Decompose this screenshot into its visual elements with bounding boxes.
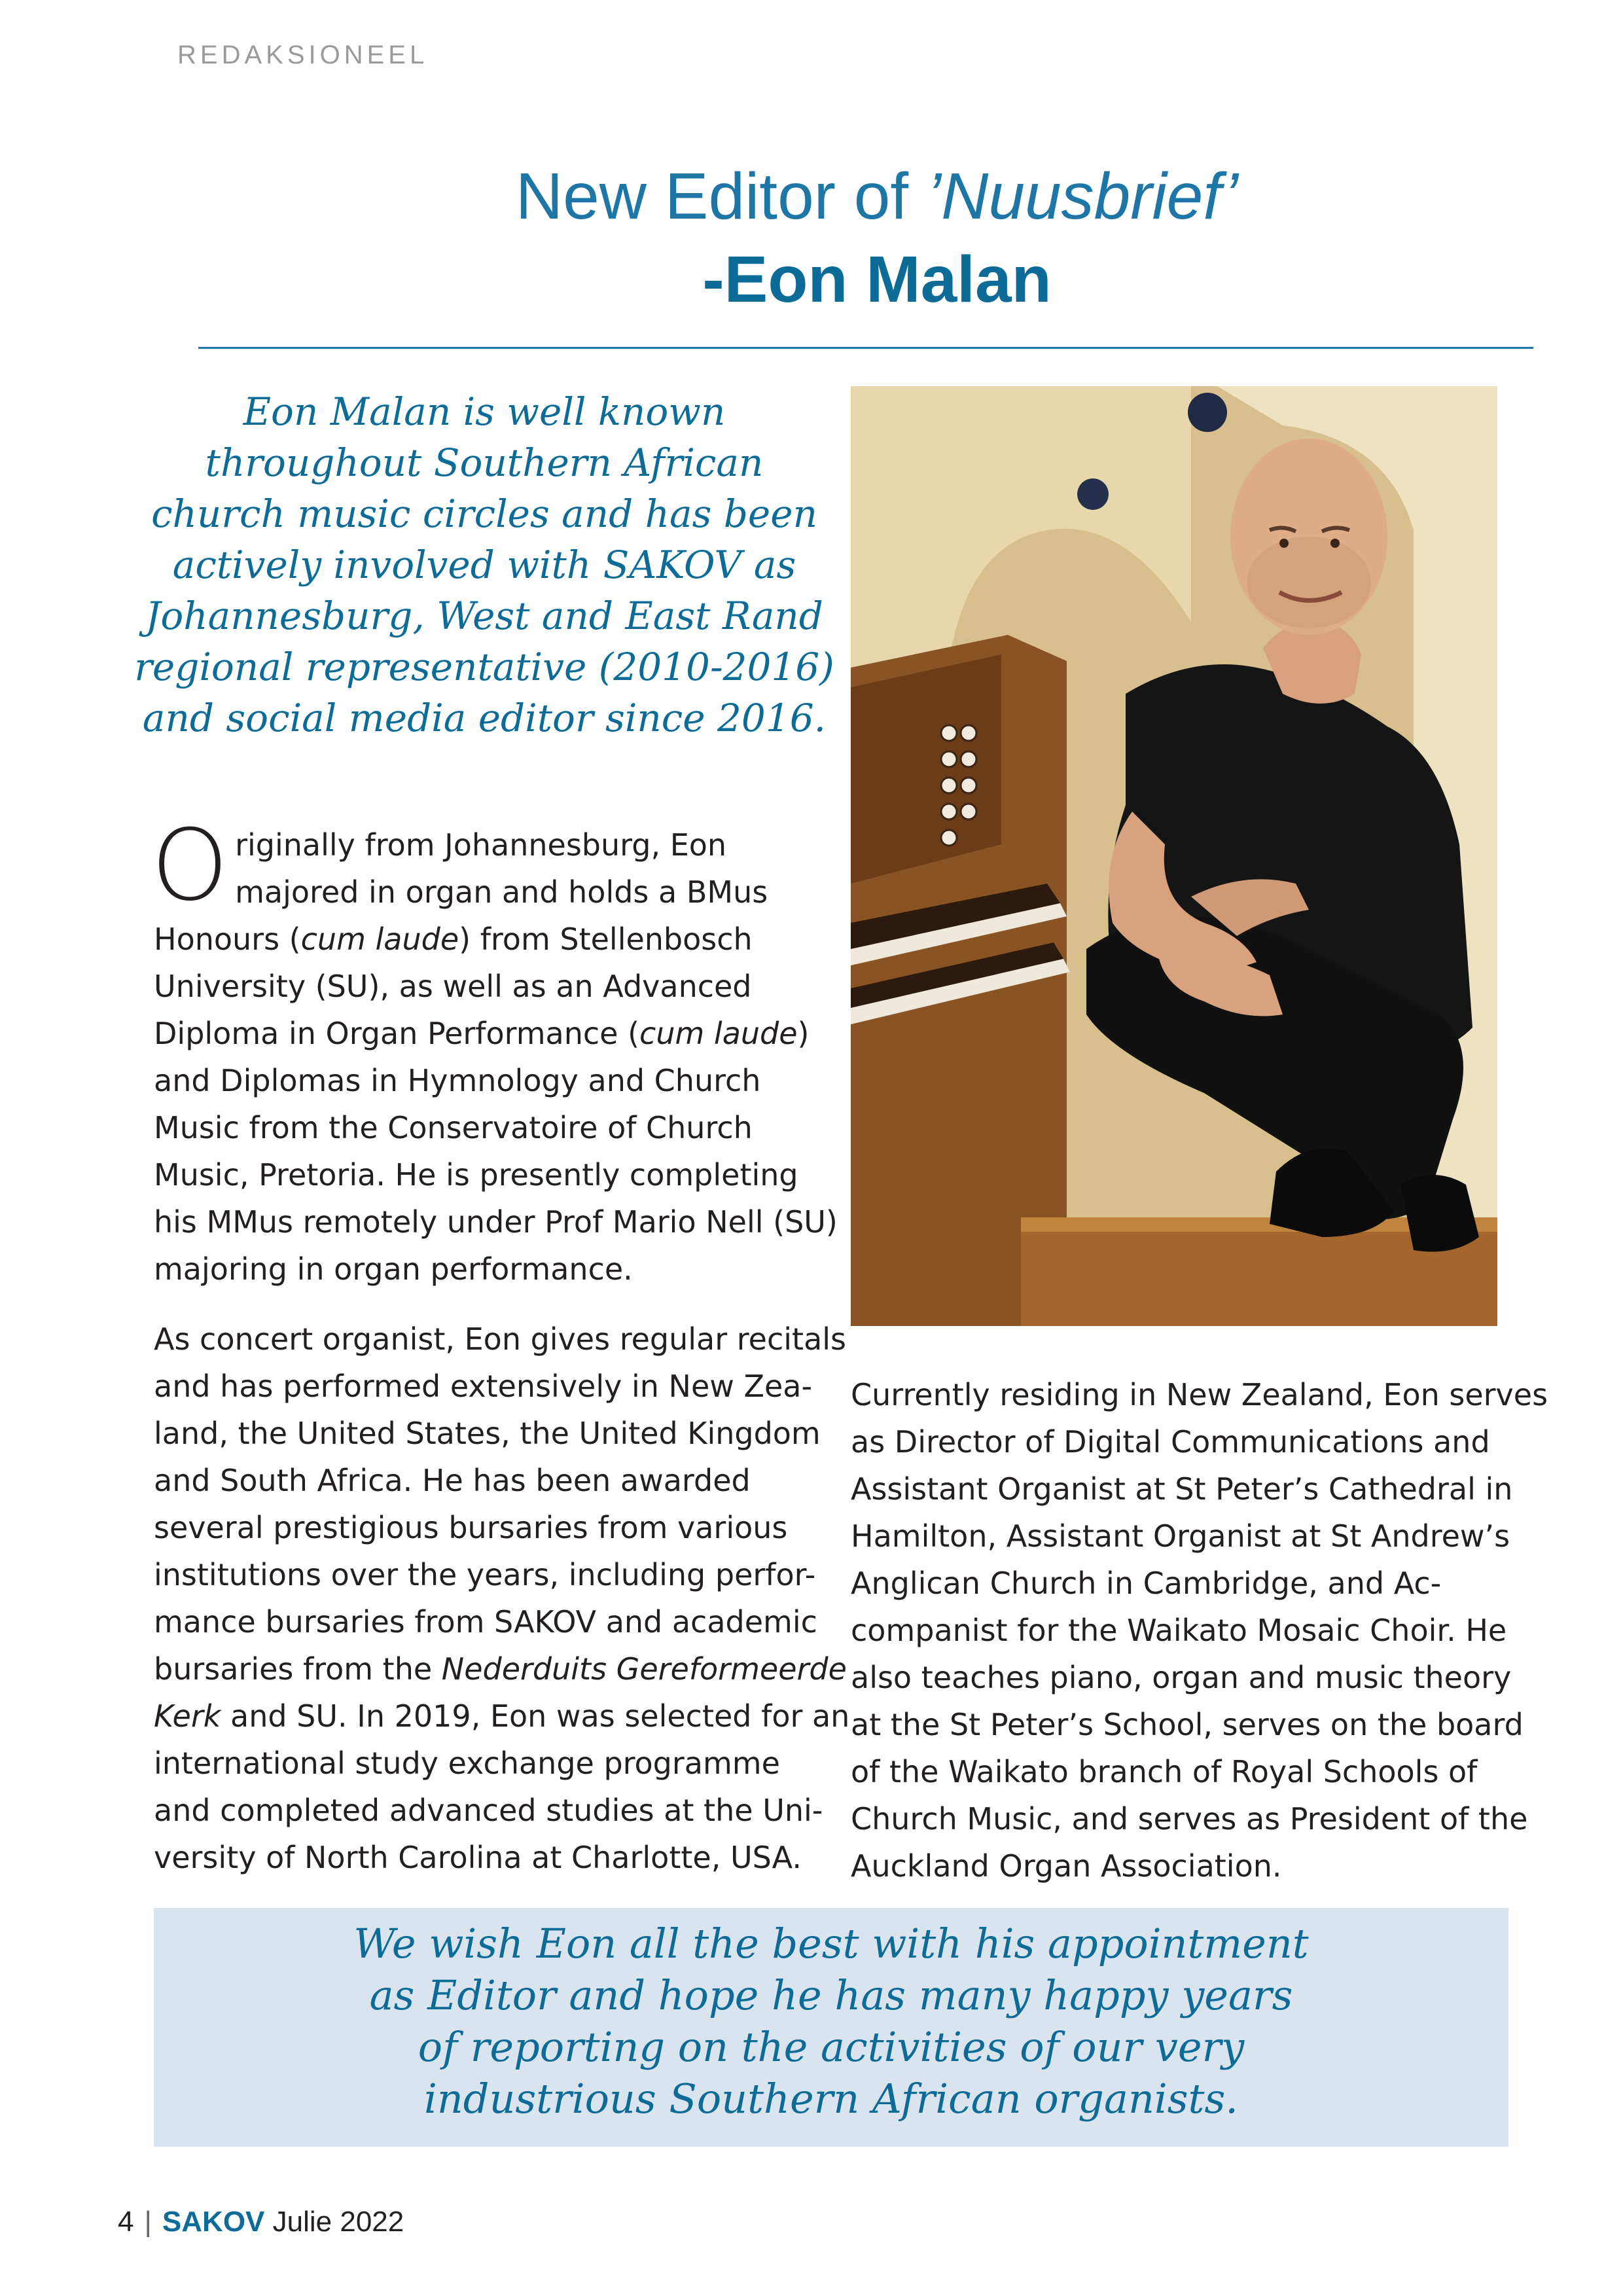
intro-line: Johannesburg, West and East Rand (145, 594, 823, 638)
closing-line: We wish Eon all the best with his appointment (353, 1920, 1309, 1967)
text-line: Currently residing in New Zealand, Eon serves (851, 1377, 1548, 1412)
intro-line: throughout Southern African (205, 440, 764, 485)
title-prefix: New Editor of (515, 160, 927, 233)
text-line (154, 916, 815, 963)
text-line: Auckland Organ Association. (851, 1848, 1282, 1884)
article-subtitle-name: -Eon Malan (702, 243, 1052, 316)
publication-brand: SAKOV (162, 2206, 265, 2238)
issue-date: Julie 2022 (272, 2206, 404, 2238)
portrait-photo (851, 386, 1497, 1326)
text-line: University (SU), as well as an Advanced (154, 969, 752, 1004)
text-line: Music from the Conservatoire of Church (154, 1110, 753, 1145)
text-line: international study exchange programme (154, 1746, 780, 1781)
footer-separator: | (144, 2206, 152, 2238)
text-line: and South Africa. He has been awarded (154, 1463, 751, 1498)
text-line: companist for the Waikato Mosaic Choir. He (851, 1613, 1507, 1648)
text-span: bursaries from the (154, 1651, 442, 1687)
intro-line: actively involved with SAKOV as (172, 543, 796, 587)
intro-line: regional representative (2010-2016) (134, 645, 834, 689)
text-line: mance bursaries from SAKOV and academic (154, 1604, 817, 1640)
text-line (154, 1010, 815, 1057)
dropcap: O (151, 809, 229, 923)
page-footer (118, 2206, 404, 2238)
text-line: institutions over the years, including perfor- (154, 1557, 816, 1592)
closing-line: as Editor and hope he has many happy years (369, 1971, 1293, 2019)
paragraph-education (151, 809, 838, 1293)
text-line: and completed advanced studies at the Uni- (154, 1793, 823, 1828)
intro-line: church music circles and has been (151, 492, 817, 536)
text-line: Hamilton, Assistant Organist at St Andrew’s (851, 1518, 1510, 1554)
text-line: several prestigious bursaries from various (154, 1510, 788, 1545)
paragraph-performance (154, 1316, 850, 1881)
section-label: REDAKSIONEEL (177, 41, 429, 69)
portrait-illustration (851, 386, 1497, 1326)
text-span: and SU. In 2019, Eon was selected for an (221, 1698, 850, 1734)
text-line: at the St Peter’s School, serves on the board (851, 1707, 1524, 1742)
page-number: 4 (118, 2206, 134, 2238)
title-divider (198, 347, 1533, 349)
emphasis-text: Kerk (154, 1698, 221, 1734)
title-publication: ’Nuusbrief’ (926, 160, 1239, 233)
emphasis-text: Nederduits Gereformeerde (441, 1651, 847, 1687)
text-line: of the Waikato branch of Royal Schools of (851, 1754, 1478, 1789)
text-span: ) (797, 1016, 810, 1051)
text-line: Church Music, and serves as President of the (851, 1801, 1528, 1837)
closing-line: industrious Southern African organists. (424, 2075, 1238, 2123)
text-line: as Director of Digital Communications and (851, 1424, 1490, 1460)
emphasis-text: cum laude (639, 1016, 798, 1051)
intro-pullquote (128, 386, 841, 744)
text-line: riginally from Johannesburg, Eon (235, 827, 727, 863)
article-title (196, 160, 1558, 232)
text-line: also teaches piano, organ and music theory (851, 1660, 1512, 1695)
text-span: Honours ( (154, 922, 301, 957)
text-line: Assistant Organist at St Peter’s Cathedral in (851, 1471, 1513, 1507)
text-line: majored in organ and holds a BMus (235, 874, 768, 910)
text-line: his MMus remotely under Prof Mario Nell (SU) (154, 1204, 838, 1240)
text-line: versity of North Carolina at Charlotte, USA. (154, 1840, 802, 1875)
text-line (154, 1645, 847, 1693)
text-line: land, the United States, the United Kingdom (154, 1416, 821, 1451)
closing-message (154, 1918, 1508, 2125)
text-line: majoring in organ performance. (154, 1251, 633, 1287)
text-span: ) from Stellenbosch (459, 922, 753, 957)
text-span: Diploma in Organ Performance ( (154, 1016, 640, 1051)
text-line: Music, Pretoria. He is presently completing (154, 1157, 798, 1193)
text-line (154, 1693, 850, 1740)
text-line: Anglican Church in Cambridge, and Ac- (851, 1566, 1442, 1601)
text-line: and has performed extensively in New Zea- (154, 1369, 813, 1404)
text-line: As concert organist, Eon gives regular recitals (154, 1321, 846, 1357)
intro-line: Eon Malan is well known (243, 389, 726, 434)
text-line: and Diplomas in Hymnology and Church (154, 1063, 761, 1098)
emphasis-text: cum laude (300, 922, 459, 957)
intro-line: and social media editor since 2016. (142, 696, 827, 740)
closing-line: of reporting on the activities of our very (418, 2023, 1245, 2071)
paragraph-current-roles (851, 1371, 1548, 1890)
